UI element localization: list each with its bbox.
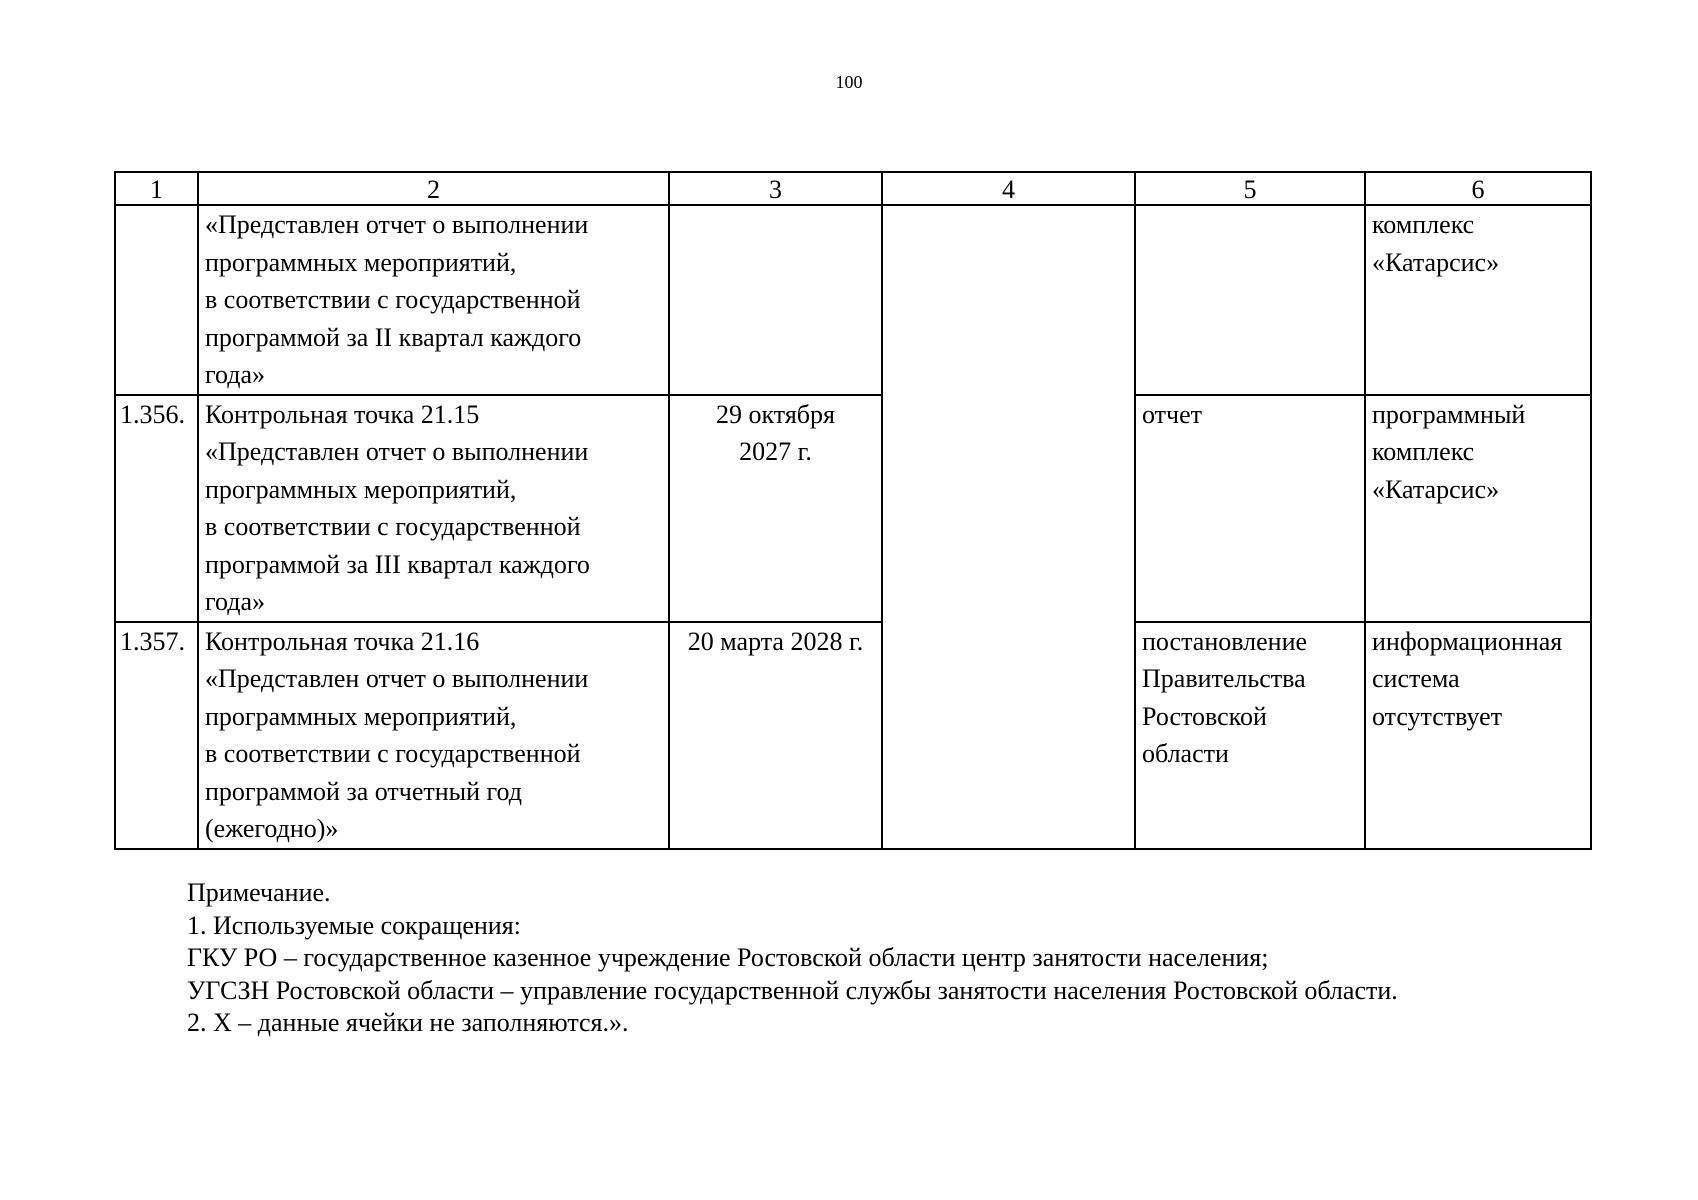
- system-line: «Катарсис»: [1372, 247, 1500, 277]
- description-line: (ежегодно)»: [205, 814, 339, 843]
- plan-table: [114, 171, 1592, 850]
- description-line: программой за отчетный год: [205, 776, 523, 806]
- description-line: программных мероприятий,: [205, 701, 517, 731]
- date-line: 2027 г.: [739, 437, 812, 466]
- description-line: программой за II квартал каждого: [205, 322, 582, 352]
- description-cell: [198, 395, 669, 622]
- system-line: комплекс: [1372, 437, 1475, 466]
- row-number-cell: [115, 205, 198, 395]
- description-line: в соответствии с государственной: [205, 512, 581, 541]
- table-header-row: [115, 172, 1591, 205]
- system-line: информационная: [1372, 626, 1563, 656]
- header-cell: 2: [198, 172, 669, 205]
- description-line: года»: [205, 360, 266, 389]
- header-cell: 5: [1135, 172, 1365, 205]
- footnote-line: 2. Х – данные ячейки не заполняются.».: [187, 1008, 629, 1037]
- system-line: система: [1372, 664, 1460, 693]
- system-line: программный: [1372, 399, 1526, 429]
- description-line: Контрольная точка 21.15: [205, 399, 480, 429]
- system-cell: [1365, 622, 1591, 849]
- date-cell: [669, 205, 882, 395]
- table-row: [115, 395, 1591, 622]
- header-cell: 6: [1365, 172, 1591, 205]
- system-line: «Катарсис»: [1372, 474, 1500, 504]
- description-line: в соответствии с государственной: [205, 285, 581, 314]
- date-line: 20 марта 2028 г.: [687, 626, 864, 656]
- table-row: [115, 205, 1591, 395]
- document-line: постановление: [1142, 626, 1308, 656]
- footnote-title: Примечание.: [187, 878, 331, 907]
- document-cell: [1135, 622, 1365, 849]
- footnote-line: ГКУ РО – государственное казенное учреждение Ростовской области центр занятости населения;: [187, 943, 1269, 972]
- description-line: в соответствии с государственной: [205, 739, 581, 768]
- responsible-cell: [882, 205, 1135, 849]
- page-number: 100: [835, 72, 863, 92]
- description-line: «Представлен отчет о выполнении: [205, 664, 589, 693]
- system-cell: [1365, 205, 1591, 395]
- description-line: года»: [205, 587, 266, 616]
- description-line: «Представлен отчет о выполнении: [205, 210, 589, 239]
- footnote: [187, 877, 1587, 1040]
- description-line: программой за III квартал каждого: [205, 549, 590, 579]
- header-cell: 1: [115, 172, 198, 205]
- table-row: [115, 622, 1591, 849]
- row-number-cell: 1.357.: [115, 622, 198, 849]
- date-line: 29 октября: [716, 399, 835, 429]
- description-line: программных мероприятий,: [205, 474, 517, 504]
- date-cell: [669, 622, 882, 849]
- description-line: «Представлен отчет о выполнении: [205, 437, 589, 466]
- document-cell: [1135, 205, 1365, 395]
- system-line: отсутствует: [1372, 701, 1503, 731]
- system-cell: [1365, 395, 1591, 622]
- document-line: области: [1142, 739, 1229, 768]
- system-line: комплекс: [1372, 210, 1475, 239]
- description-line: Контрольная точка 21.16: [205, 626, 480, 656]
- date-cell: [669, 395, 882, 622]
- header-cell: 3: [669, 172, 882, 205]
- footnote-line: 1. Используемые сокращения:: [187, 910, 521, 940]
- document-line: Ростовской: [1142, 701, 1267, 731]
- document-line: отчет: [1142, 399, 1202, 429]
- document-cell: [1135, 395, 1365, 622]
- description-cell: [198, 622, 669, 849]
- footnote-line: УГСЗН Ростовской области – управление государственной службы занятости населения Ростовской области.: [187, 975, 1398, 1005]
- description-cell: [198, 205, 669, 395]
- row-number-cell: 1.356.: [115, 395, 198, 622]
- document-line: Правительства: [1142, 664, 1306, 693]
- header-cell: 4: [882, 172, 1135, 205]
- description-line: программных мероприятий,: [205, 247, 517, 277]
